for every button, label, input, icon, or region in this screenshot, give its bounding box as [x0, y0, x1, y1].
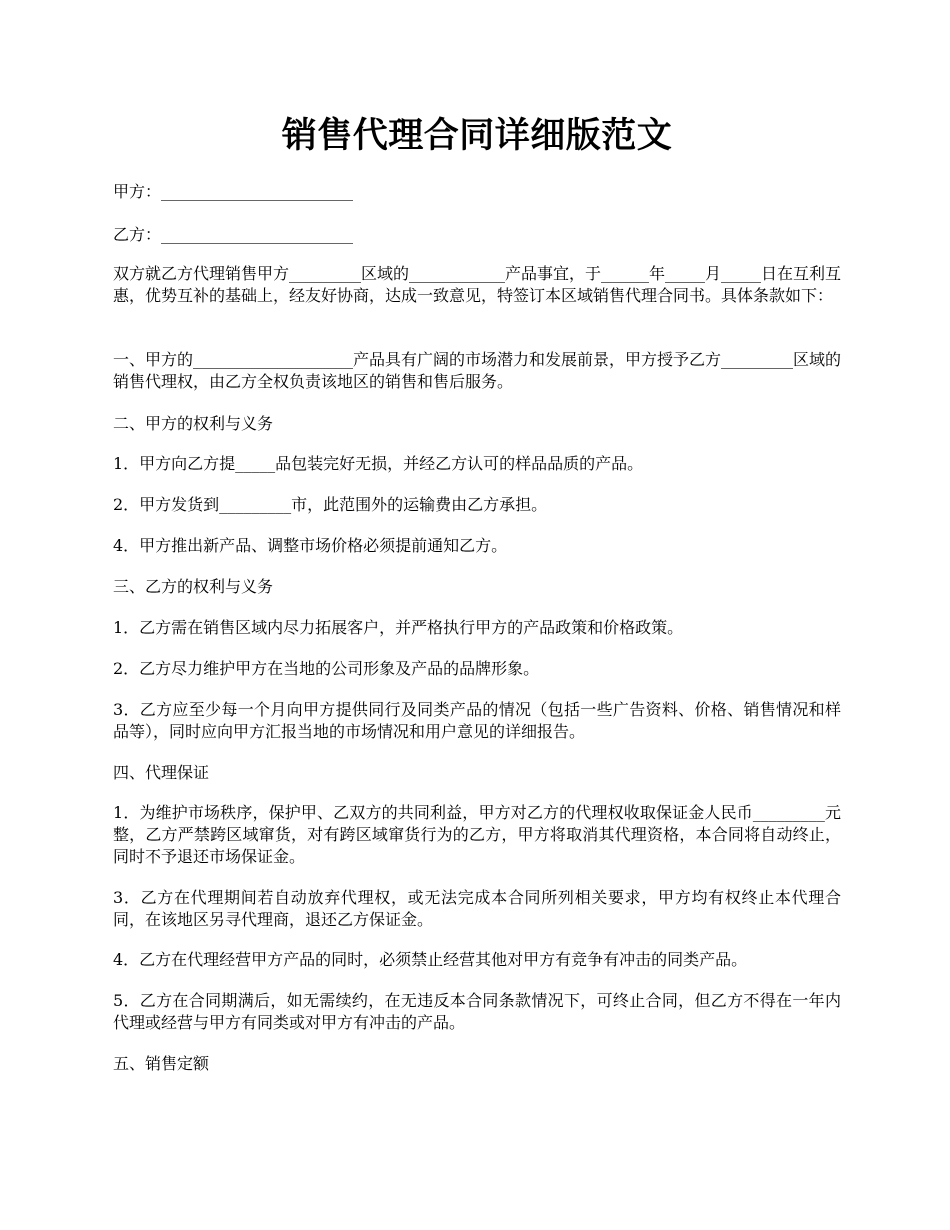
section-2-item-2: 2．甲方发货到_________市，此范围外的运输费由乙方承担。: [113, 495, 548, 514]
section-4-item-1: 1．为维护市场秩序，保护甲、乙双方的共同利益，甲方对乙方的代理权收取保证金人民币_________元整，乙方严禁跨区域窜货，对有跨区域窜货行为的乙方，甲方将取消其代理资格，本合同将自动终止，同时不予退还市场保证金。: [113, 803, 841, 866]
section-2-item-1: 1．甲方向乙方提_____品包装完好无损，并经乙方认可的样品品质的产品。: [113, 454, 644, 473]
section-4-item-4: 4．乙方在代理经营甲方产品的同时，必须禁止经营其他对甲方有竞争有冲击的同类产品。: [113, 950, 748, 969]
intro-paragraph: 双方就乙方代理销售甲方_________区域的____________产品事宜，于______年_____月_____日在互利互惠，优势互补的基础上，经友好协商，达成一致意见，特签订本区域销售代理合同书。具体条款如下：: [113, 264, 842, 305]
section-3-heading: 三、乙方的权利与义务: [113, 577, 274, 596]
section-4-item-5: 5．乙方在合同期满后，如无需续约，在无违反本合同条款情况下，可终止合同，但乙方不得在一年内代理或经营与甲方有同类或对甲方有冲击的产品。: [113, 991, 841, 1032]
section-3-item-3: 3．乙方应至少每一个月向甲方提供同行及同类产品的情况（包括一些广告资料、价格、销售情况和样品等），同时应向甲方汇报当地的市场情况和用户意见的详细报告。: [113, 700, 841, 741]
section-4-heading: 四、代理保证: [113, 763, 210, 782]
section-2-heading: 二、甲方的权利与义务: [113, 414, 274, 433]
party-b-line: 乙方：________________________: [113, 225, 354, 244]
clause-1-paragraph: 一、甲方的____________________产品具有广阔的市场潜力和发展前景，甲方授予乙方_________区域的销售代理权，由乙方全权负责该地区的销售和售后服务。: [113, 350, 842, 391]
section-3-item-1: 1．乙方需在销售区域内尽力拓展客户，并严格执行甲方的产品政策和价格政策。: [113, 618, 684, 637]
section-4-item-3: 3．乙方在代理期间若自动放弃代理权，或无法完成本合同所列相关要求，甲方均有权终止本代理合同，在该地区另寻代理商，退还乙方保证金。: [113, 888, 841, 929]
section-2-item-4: 4．甲方推出新产品、调整市场价格必须提前通知乙方。: [113, 536, 508, 555]
party-a-line: 甲方：________________________: [113, 182, 354, 201]
section-3-item-2: 2．乙方尽力维护甲方在当地的公司形象及产品的品牌形象。: [113, 659, 540, 678]
document-title: 销售代理合同详细版范文: [281, 115, 673, 156]
section-5-heading: 五、销售定额: [113, 1054, 210, 1073]
